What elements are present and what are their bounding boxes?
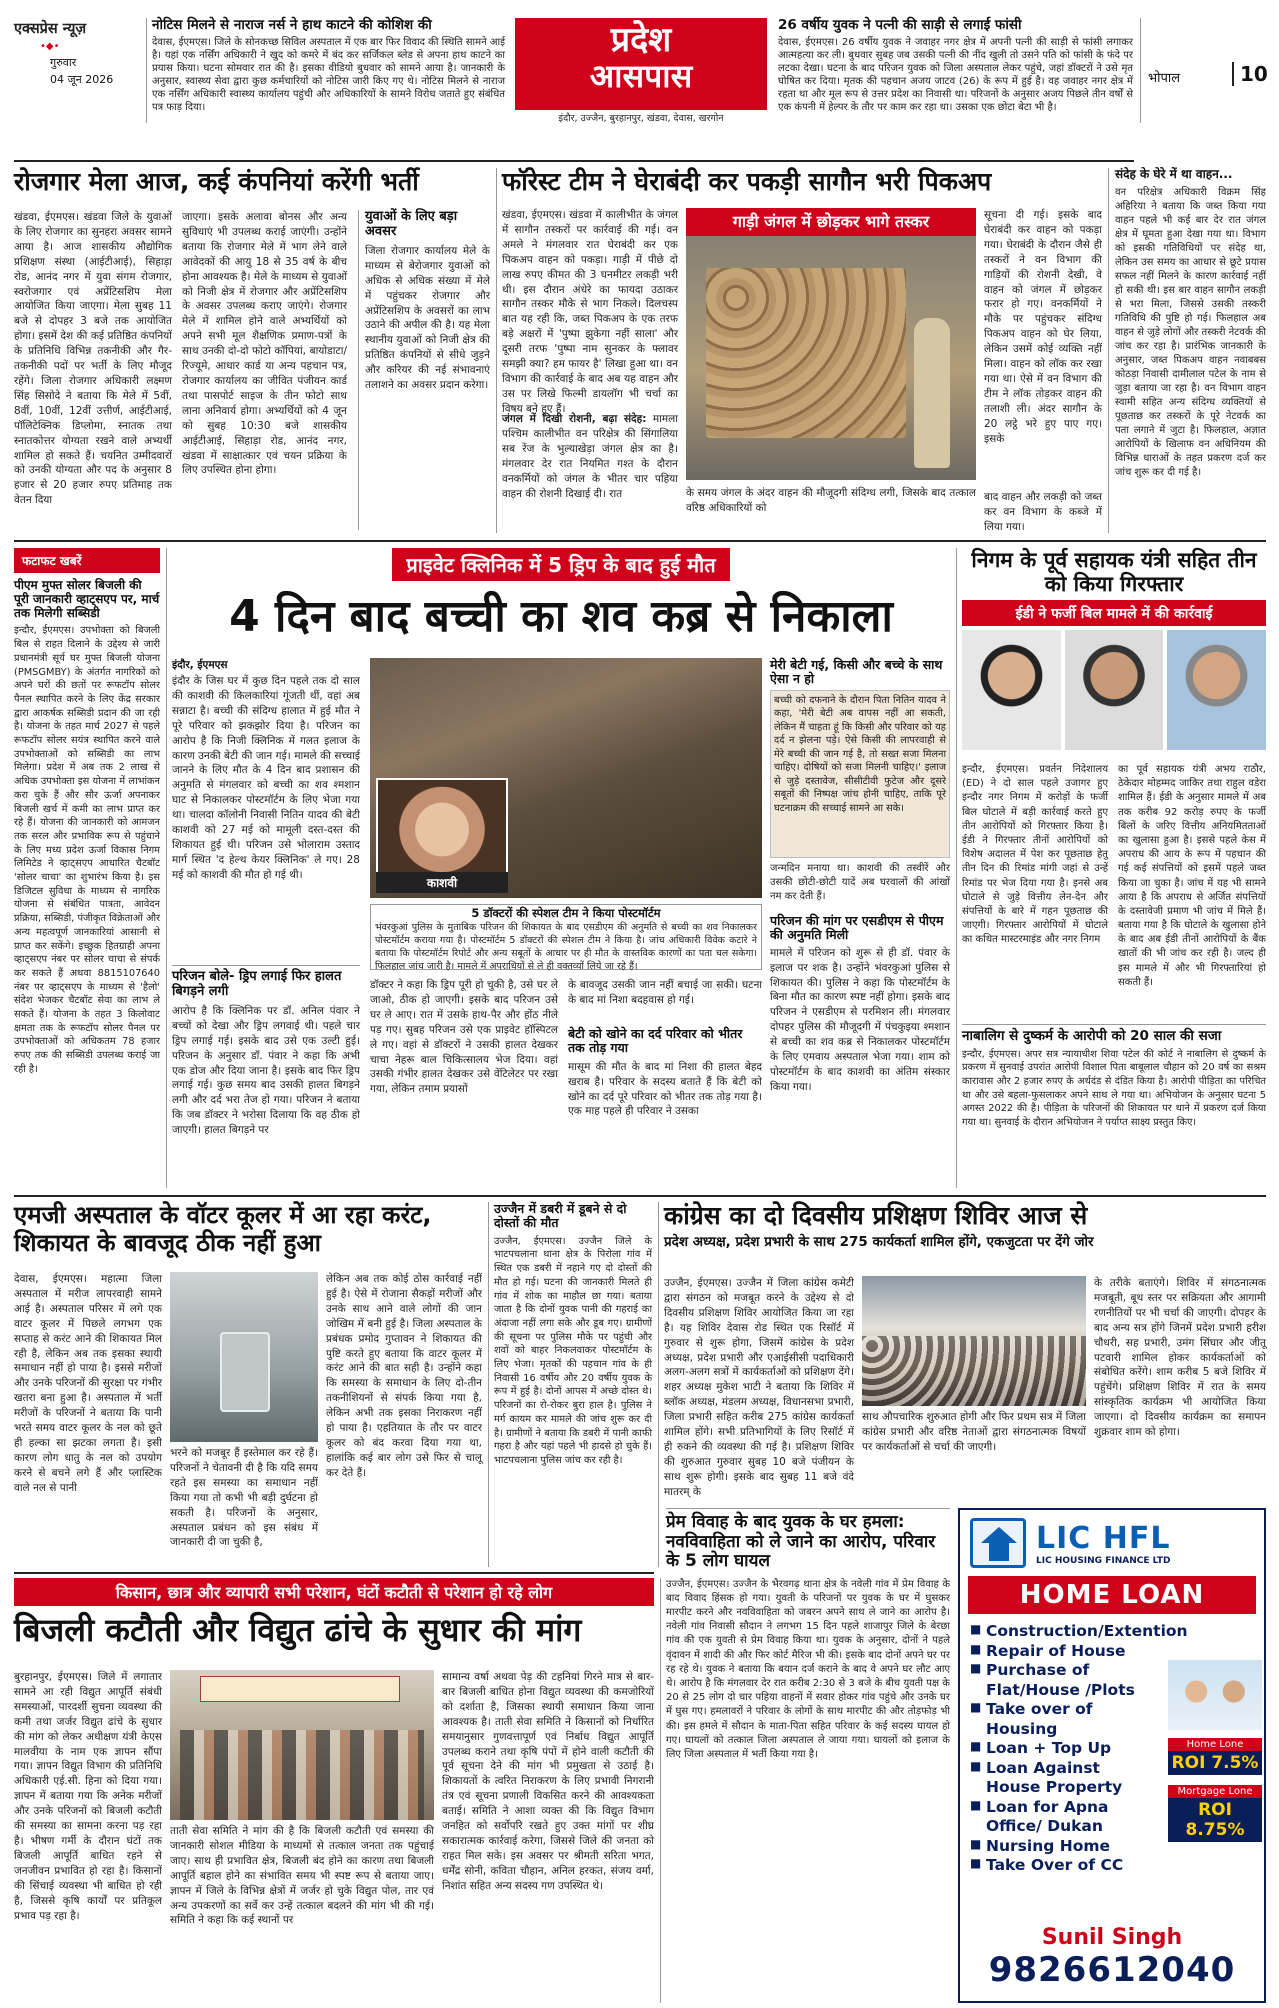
- sandeh-headline: संदेह के घेरे में था वाहन...: [1115, 167, 1233, 181]
- clinic-special-title: 5 डॉक्टरों की स्पेशल टीम ने किया पोस्टमॉर्टम: [471, 906, 661, 920]
- ad-contact: [960, 1925, 1264, 1990]
- forest-body-3: सूचना दी गई। इसके बाद घेराबंदी कर वाहन को पकड़ा गया। घेराबंदी के दौरान जैसे ही तस्करों ने वन विभाग की गाड़ियों की रोशनी देखी, वे वाहन को जंगल में छोड़कर फरार हो गए। वनकर्मियों ने मौके पर पहुंचकर संदिग्ध पिकअप वाहन को घेर लिया, लेकिन उसमें कोई व्यक्ति नहीं मिला। वाहन को लॉक कर रखा गया था। ऐसे में वन विभाग की टीम ने लॉक तोड़कर वाहन की तलाशी ली। अंदर सागौन के 20 लट्ठे भरे हुए पाए गए। इसके: [984, 209, 1102, 445]
- cooler-headline: एमजी अस्पताल के वॉटर कूलर में आ रहा करंट, शिकायत के बावजूद ठीक नहीं हुआ: [14, 1201, 432, 1257]
- bijli-body-1: बुरहानपुर, ईएमएस। जिले में लगातार सामने आ रही विद्युत आपूर्ति संबंधी समस्याओं, पारदर्शी सुचना व्यवस्था की कमी तथा जर्जर विद्युत ढांचे के सुधार की मांग को लेकर अधीक्षण यंत्री केएस मालवीया के नाम एक ज्ञापन सौंपा गया। ज्ञापन विद्युत विभाग की प्रतिनिधि अधिकारी एई.सी. हिना को दिया गया। ज्ञापन में बताया गया कि अनेक मरीजों और उनके परिजनों को बिजली कटौती की समस्या का सामना करना पड़ रहा है। भीषण गर्मी के दौरान घंटों तक बिजली आपूर्ति बाधित रहने से जनजीवन प्रभावित हो रहा है। किसानों की सिंचाई व्यवस्था भी बाधित हो रही है, जिससे कृषि कार्यों पर प्रतिकूल प्रभाव पड़ रहा है।: [14, 1671, 162, 1922]
- prem-headline: प्रेम विवाह के बाद युवक के घर हमला: नवविवाहिता को ले जाने का आरोप, परिवार के 5 लोग घायल: [666, 1512, 936, 1572]
- log-pile-illustration: [706, 268, 906, 438]
- clinic-side-2-title: परिजन की मांग पर एसडीएम से पीएम की अनुमति मिली: [770, 913, 944, 943]
- prem-story: [666, 1508, 950, 2003]
- nigam-story: [962, 548, 1266, 1018]
- ad-item: ■ Loan Against House Property: [968, 1759, 1152, 1798]
- top-right-story: [778, 18, 1133, 123]
- forest-body-1: खंडवा, ईएमएस। खंडवा में कालीभीत के जंगल में सागौन तस्करों पर कार्रवाई की गई। वन अमले ने मंगलवार रात घेराबंदी कर एक पिकअप वाहन को पकड़ा। गाड़ी में पीछे दो लाख रुपए कीमत की 3 घनमीटर लकड़ी भरी थी। इस दौरान अंधेरे का फायदा उठाकर सागौन तस्कर मौके से भाग निकले। दिलचस्प बात यह रही कि, जब्त पिकअप के एक तरफ बड़े अक्षरों में 'पुष्पा झुकेगा नहीं साला' और दूसरी तरफ 'पुष्पा नाम सुनकर के फ्लावर समझी क्या? हम फायर है' लिखा हुआ था। वन विभाग की कार्रवाई के बाद अब यह वाहन और उस पर लिखे फिल्मी डायलॉग भी चर्चा का विषय बने हुए हैं।: [502, 209, 678, 415]
- ad-service-list: [960, 1620, 1188, 1878]
- top-right-headline: 26 वर्षीय युवक ने पत्नी की साड़ी से लगाई फांसी: [778, 17, 1022, 33]
- clinic-special-box: [370, 904, 762, 970]
- forest-body-2: मामला पश्चिम कालीभीत वन परिक्षेत्र की सिंगालिया सब रेंज के भुल्याखेड़ा जंगल क्षेत्र का है। मंगलवार देर रात नियमित गश्त के दौरान वनकर्मियों को जंगल के भीतर चार पहिया वाहन की रोशनी दिखाई दी। रात: [502, 413, 678, 500]
- top-right-body: देवास, ईएमएस। 26 वर्षीय युवक ने जवाहर नगर क्षेत्र में अपनी पत्नी की साड़ी से फांसी लगाकर आत्महत्या कर ली। बुधवार सुबह जब उसकी पत्नी की नींद खुली तो उसने पति को फांसी के फंदे पर लटका देखा। घटना के बाद परिजन युवक को जिला अस्पताल लेकर पहुंचे, जहां डॉक्टरों ने उसे मृत घोषित कर दिया। मृतक की पहचान अजय जाटव (26) के रूप में हुई है। वह जवाहर नगर क्षेत्र में रहता था और मूल रूप से उत्तर प्रदेश का निवासी था। परिजनों के अनुसार अजय पिछले तीन वर्षों से एक कंपनी में हेल्पर के तौर पर काम कर रहा था। उसका एक छोटा बेटा भी है।: [778, 36, 1133, 114]
- nigam-subhead: ईडी ने फर्जी बिल मामले में की कार्रवाई: [1015, 606, 1213, 623]
- bijli-kicker: किसान, छात्र और व्यापारी सभी परेशान, घंटों कटौती से परेशान हो रहे लोग: [115, 1583, 553, 1602]
- section-cities: इंदौर, उज्जैन, बुरहानपुर, खंडवा, देवास, खरगोन: [558, 113, 724, 124]
- rozgar-headline: रोजगार मेला आज, कई कंपनियां करेंगी भर्ती: [14, 167, 419, 196]
- office-signboard: [200, 1676, 400, 1702]
- clinic-photo-grave: [370, 658, 762, 898]
- clinic-col-4: [568, 978, 762, 1188]
- congress-photo-caption: साथ औपचारिक शुरुआत होगी और फिर प्रथम सत्र में जिला कांग्रेस प्रभारी और वरिष्ठ नेताओं द्वारा संगठनात्मक विषयों पर कार्यकर्ताओं से चर्चा की जाएगी।: [862, 1411, 1086, 1453]
- congress-body-2: के तरीके बताएंगे। शिविर में संगठनात्मक मजबूती, बूथ स्तर पर सक्रियता और आगामी रणनीतियों पर भी चर्चा की जाएगी। दोपहर के बाद अन्य सत्र होंगे जिनमें प्रदेश प्रभारी हरीश चौधरी, सह प्रभारी, उमंग सिंघार और जीतू पटवारी शामिल होकर कार्यकर्ताओं को संबोधित करेंगे। शाम करीब 5 बजे शिविर में पहुंचेंगे। प्रशिक्षण शिविर में रात के समय सांस्कृतिक कार्यक्रम भी आयोजित किया जाएगा। दो दिवसीय कार्यक्रम का समापन शुक्रवार शाम को होगा।: [1094, 1277, 1266, 1439]
- ad-logo-subtext: LIC HOUSING FINANCE LTD: [1036, 1555, 1171, 1566]
- nigam-headline: निगम के पूर्व सहायक यंत्री सहित तीन को किया गिरफ्तार: [971, 548, 1257, 597]
- accused-photo-3: [1167, 630, 1266, 750]
- ad-agent-name: Sunil Singh: [1041, 1925, 1183, 1950]
- fatafat-body: इन्दौर, ईएमएस। उपभोक्ता को बिजली बिल से राहत दिलाने के उद्देश्य से जारी प्रधानमंत्री सूर्य घर मुफ्त बिजली योजना (PMSGMBY) के अंतर्गत नागरिकों को अपने घरों की छतों पर रूफटॉप सोलर पैनल स्थापित करने के लिए केंद्र सरकार द्वारा आकर्षक सब्सिडी प्रदान की जा रही है। योजना के तहत मार्च 2027 से पहले रूफटॉप सोलर सयंत्र स्थापित करने वाले उपभोक्ताओं को सब्सिडी का लाभ मिलेगा। प्रदेश में अब तक 2 लाख से अधिक उपभोक्ता इस योजना में लाभांकन करा चुके हैं और सौर ऊर्जा अपनाकर बिजली खर्च में कमी का लाभ प्राप्त कर रहे हैं। योजना की जानकारी को आमजन तक सरल और प्रभाविक रूप से पहुंचाने के लिए मध्य प्रदेश ऊर्जा विकास निगम लिमिटेड ने व्हाट्सएप आधारित चैटबॉट 'सोलर चाचा' का शुभारंभ किया है। इस डिजिटल सुविधा के माध्यम से नागरिक योजना से संबंधित पात्रता, आवेदन प्रक्रिया, सब्सिडी, पंजीकृत विक्रेताओं और अन्य महत्वपूर्ण जानकारियां आसानी से प्राप्त कर सकेंगे। इच्छुक हितग्राही अपना व्हाट्सएप नंबर पर सोलर चाचा से संपर्क कर सकते हैं अथवा 8815107640 नंबर पर व्हाट्सएप के माध्यम से 'हैलो' संदेश भेजकर चैटबॉट सेवा का लाभ ले सकते हैं। योजना के तहत 3 किलोवाट क्षमता तक के रूफटॉप सोलर पैनल पर उपभोक्ताओं को अधिकतम 78 हजार रुपए तक की सब्सिडी उपलब्ध कराई जा रही है।: [14, 625, 160, 1075]
- bijli-headline: बिजली कटौती और विद्युत ढांचे के सुधार की मांग: [14, 1611, 582, 1649]
- section-banner: [515, 18, 767, 110]
- drown-story: [494, 1202, 652, 1567]
- rozgar-body-2: जाएगा। इसके अलावा बोनस और अन्य सुविधाएं भी उपलब्ध कराई जाएंगी। उन्होंने बताया कि रोजगार मेले में भाग लेने वाले आवेदकों की आयु 18 से 35 वर्ष के बीच होना आवश्यक है। मेले के माध्यम से युवाओं को निजी क्षेत्र में रोजगार और अप्रेंटिसशिप के अवसर उपलब्ध कराए जाएंगे। रोजगार मेले में शामिल होने वाले अभ्यर्थियों को अपने सभी मूल शैक्षणिक प्रमाण-पत्रों के साथ उनकी दो-दो फोटो कॉपियां, बायोडाटा/रिज्यूमे, आधार कार्ड या अन्य पहचान पत्र, रोजगार कार्यालय का जीवित पंजीयन कार्ड तथा पासपोर्ट साइज के तीन फोटो साथ लाना अनिवार्य होगा। अभ्यर्थियों को 4 जून को सुबह 10:30 बजे शासकीय आईटीआई, सिहाड़ा रोड, आनंद नगर, खंडवा में साक्षात्कार एवं चयन प्रक्रिया के लिए उपस्थित होना होगा।: [182, 211, 347, 477]
- clinic-subhead-2: बेटी को खोने का दर्द परिवार को भीतर तक तोड़ गया: [568, 1026, 743, 1056]
- forest-body-5: बाद वाहन और लकड़ी को जब्त कर वन विभाग के कब्जे में लिया गया।: [984, 491, 1102, 533]
- page-number: 10: [1232, 62, 1268, 86]
- forest-body-sub: [502, 412, 678, 532]
- clinic-side-1: [770, 658, 950, 908]
- fatafat-label-text: फटाफट खबरें: [22, 554, 82, 568]
- congress-story: [664, 1202, 1266, 1502]
- clinic-quote-box: [770, 690, 950, 858]
- ad-phone[interactable]: 9826612040: [988, 1950, 1236, 1990]
- brand-ornament: •◆•: [40, 41, 60, 52]
- cooler-body-2: लेकिन अब तक कोई ठोस कार्रवाई नहीं हुई है। ऐसे में रोजाना सैकड़ों मरीजों और उनके साथ आने वाले लोगों की जान जोखिम में बनी हुई है। जिला अस्पताल के प्रबंधक प्रमोद गुप्तावन ने शिकायत की पुष्टि करते हुए बताया कि वाटर कूलर में करंट आने की बात सही है। उन्होंने कहा कि समस्या के समाधान के लिए दो-तीन तकनीशियनों से संपर्क किया गया है, लेकिन अभी तक इसका निराकरण नहीं हो पाया है। एहतियात के तौर पर वाटर कूलर को बंद करवा दिया गया था, हालांकि कई बार लोग उसे फिर से चालू कर देते हैं।: [326, 1273, 482, 1479]
- ad-badge-home-label: Home Lone: [1168, 1738, 1262, 1751]
- ad-badge-mortgage: [1168, 1785, 1262, 1842]
- rozgar-side-body: जिला रोजगार कार्यालय मेले के माध्यम से बेरोजगार युवाओं को अधिक से अधिक संख्या में मेले में पहुंचकर रोजगार और अप्रेंटिसशिप के अवसरों का लाभ उठाने की अपील की है। यह मेला स्थानीय युवाओं को निजी क्षेत्र की प्रतिष्ठित कंपनियों से सीधे जुड़ने और करियर की नई संभावनाएं तलाशने का अवसर प्रदान करेगा।: [365, 244, 490, 392]
- ad-logo-row: [960, 1510, 1264, 1568]
- ad-item: ■ Take Over of CC: [968, 1856, 1152, 1876]
- bijli-photo-caption: ताती सेवा समिति ने मांग की है कि बिजली कटौती एवं समस्या की जानकारी सोशल मीडिया के माध्यमों से तत्काल जनता तक पहुंचाई जाए। साथ ही प्रभावित क्षेत्र, बिजली बंद होने का कारण तथा बिजली आपूर्ति बहाल होने का संभावित समय भी स्पष्ट रूप से बताया जाए। ज्ञापन में जिले के विभिन्न क्षेत्रों में जर्जर हो चुके विद्युत पोल, तार एवं अन्य उपकरणों का सर्वे कर उन्हें तत्काल बदलने की मांग भी की गई। समिति ने कहा कि कई स्थानों पर: [170, 1825, 434, 1927]
- brand-block: [14, 18, 142, 123]
- ad-badge-mortgage-label: Mortgage Lone: [1168, 1785, 1262, 1798]
- top-left-headline: नोटिस मिलने से नाराज नर्स ने हाथ काटने की कोशिश की: [152, 17, 432, 33]
- ad-item: ■ Construction/Extention: [968, 1622, 1152, 1642]
- forest-story: [502, 168, 1102, 533]
- edition-city: भोपाल: [1148, 71, 1181, 86]
- nabalig-body: इन्दौर, ईएमएस। अपर सत्र न्यायाधीश शिवा पटेल की कोर्ट ने नाबालिग से दुष्कर्म के प्रकरण में सुनवाई उपरांत आरोपी विशाल पिता बाबूलाल चौहान को 20 वर्ष का सश्रम कारावास और 2 हजार रुपए के अर्थदंड से दंडित किया है। आरोपी पीड़िता का परिचित था और उसे बहला-फुसलाकर अपने साथ ले गया था। अभियोजन के अनुसार घटना 5 अगस्त 2022 की है। पीड़िता के परिजनों की शिकायत पर थाने में प्रकरण दर्ज किया गया था। सुनवाई के दौरान अभियोजन ने पर्याप्त साक्ष्य प्रस्तुत किए।: [962, 1048, 1266, 1129]
- issue-date: 04 जून 2026: [50, 73, 114, 86]
- crowd-pattern: [862, 1336, 1086, 1406]
- issue-day: गुरुवार: [50, 56, 77, 69]
- accused-photo-2: [1065, 630, 1164, 750]
- child-name-label: काशवी: [376, 872, 508, 893]
- bijli-story: [14, 1578, 654, 2003]
- fatafat-column: [14, 548, 160, 1188]
- congress-headline: कांग्रेस का दो दिवसीय प्रशिक्षण शिविर आज से: [664, 1201, 1088, 1230]
- clinic-kicker-text: प्राइवेट क्लिनिक में 5 ड्रिप के बाद हुई मौत: [392, 548, 729, 581]
- accused-photo-1: [962, 630, 1061, 750]
- nigam-body-2: का पूर्व सहायक यंत्री अभय राठौर, ठेकेदार मोहम्मद जाकिर तथा राहुल वडेरा शामिल हैं। ईडी के अनुसार मामले में अब तक करीब 92 करोड़ रुपए के फर्जी बिलों के जरिए वित्तीय अनियमितताओं का खुलासा हुआ है। इससे पहले केस में अपराध की आय के रूप में पहचान की गई कई संपत्तियों को इसमें पहले जब्त किया जा चुका है। जांच में यह भी सामने आया है कि अपराध से अर्जित संपत्तियों के दस्तावेजी प्रमाण भी जांच में मिले हैं। बताया गया है कि घोटाले के खुलासा होने के बाद अब ईडी तीनों आरोपियों के बैंक खातों की भी जांच कर रही है। जल्द ही इस मामले में और भी गिरफ्तारियां हो सकती हैं।: [1118, 764, 1266, 988]
- clinic-special-body: भंवरकुआं पुलिस के मुताबिक परिजन की शिकायत के बाद एसडीएम की अनुमति से बच्ची का शव निकालकर पोस्टमॉर्टम कराया गया है। पोस्टमॉर्टम 5 डॉक्टरों की स्पेशल टीम ने किया है। जांच अधिकारी विवेक कटारे ने बताया कि पोस्टमॉर्टम रिपोर्ट और अन्य सबूतों के आधार पर ही मौत के वास्तविक कारणों का पता चल सकेगा। फिलहाल जांच जारी है। मामले में अपराधियों से ले ही वक्तव्यों लिये जा रहे हैं।: [375, 922, 757, 972]
- ad-badge-home-value: ROI 7.5%: [1168, 1751, 1262, 1775]
- prem-body: उज्जैन, ईएमएस। उज्जैन के भैरवगढ़ थाना क्षेत्र के नवेली गांव में प्रेम विवाह के बाद विवाद हिंसक हो गया। युवती के परिजनों पर युवक के घर में घुसकर मारपीट करने और नवविवाहिता को जबरन अपने साथ ले जाने का आरोप है। नवेली गांव निवासी सौदान ने लगभग 15 दिन पहले शाजापुर जिले के बेरछा गांव की एक युवती से प्रेम विवाह किया था। युवक के अनुसार, दोनों ने पहले वृंदावन में शादी की और फिर कोर्ट मैरिज भी की। इसके बाद दोनों अपने घर पर रह रहे थे। युवक ने बताया कि बयान दर्ज कराने के बाद वे अपने घर लौट आए थे। आरोप है कि मंगलवार देर रात करीब 2:30 से 3 बजे के बीच युवती पक्ष के 20 से 25 लोग दो चार पहिया वाहनों में सवार होकर गांव पहुंचे और उनके घर में घुस गए। हमलावरों ने परिवार के लोगों के साथ मारपीट की और तोड़फोड़ भी की। इस हमले में सौदान के माता-पिता सहित परिवार के कई सदस्य घायल हो गए। घायलों को तत्काल जिला अस्पताल ले जाया गया। घायलों को इलाज के लिए जिला अस्पताल में भर्ती किया गया है।: [666, 1578, 950, 1760]
- ad-item: ■ Nursing Home: [968, 1837, 1152, 1857]
- clinic-side-2: [770, 914, 950, 1188]
- ad-title-bar: [968, 1576, 1256, 1614]
- nabalig-story: [962, 1024, 1266, 1188]
- clinic-col-1: [172, 658, 360, 1188]
- lic-hfl-ad[interactable]: [958, 1508, 1266, 2003]
- clinic-dateline: इंदौर, ईएमएस: [172, 659, 228, 671]
- forest-photo: [686, 208, 976, 480]
- rozgar-body-1: खंडवा, ईएमएस। खंडवा जिले के युवाओं के लिए रोजगार का सुनहरा अवसर सामने आया है। आज शासकीय औद्योगिक प्रशिक्षण संस्था (आईटीआई), सिहाड़ा रोड, आनंद नगर में युवा संगम रोजगार, स्वरोजगार एवं अप्रेंटिसशिप मेला आयोजित किया जाएगा। मेला सुबह 11 बजे से दोपहर 3 बजे तक आयोजित होगा। इसमें देश की कई प्रतिष्ठित कंपनियों के प्रतिनिधि विभिन्न तकनीकी और गैर-तकनीकी पदों पर भर्ती के लिए मौजूद रहेंगे। जिला रोजगार अधिकारी लक्ष्मण सिंह सिसोदे ने बताया कि मेले में 5वीं, 8वीं, 10वीं, 12वीं उत्तीर्ण, आईटीआई, पॉलिटेक्निक डिप्लोमा, स्नातक तथा स्नातकोत्तर योग्यता रखने वाले अभ्यर्थी शामिल हो सकते हैं। चयनित उम्मीदवारों को उनकी योग्यता और पद के अनुसार 8 हजार से 20 हजार रुपए प्रतिमाह तक वेतन दिया: [14, 211, 172, 507]
- clinic-side-2-body: मामले में परिजन को शुरू से ही डॉ. पंवार के इलाज पर शक है। उन्होंने भंवरकुआं पुलिस से शिकायत की। पुलिस ने कहा कि पोस्टमॉर्टम के बिना मौत का कारण स्पष्ट नहीं होगा। इसके बाद परिजन ने एसडीएम से परमिशन ली। मंगलवार दोपहर पुलिस की मौजूदगी में पंचकुइया श्मशान से बच्ची का शव कब्र से निकालकर पोस्टमॉर्टम के लिए एमवाय अस्पताल भेजा गया। शाम को पोस्टमॉर्टम के बाद काशवी का अंतिम संस्कार किया गया।: [770, 946, 950, 1093]
- rozgar-story: [14, 168, 490, 533]
- rozgar-sidebar: [358, 210, 490, 530]
- rozgar-side-title: युवाओं के लिए बड़ा अवसर: [365, 209, 458, 239]
- clinic-story: [172, 548, 950, 1188]
- congress-body-1: उज्जैन, ईएमएस। उज्जैन में जिला कांग्रेस कमेटी द्वारा संगठन को मजबूत करने के उद्देश्य से दो दिवसीय प्रशिक्षण शिविर आयोजित किया जा रहा है। यह शिविर देवास रोड स्थित एक रिसॉर्ट में गुरुवार से शुरू होगा, जिसमें कांग्रेस के प्रदेश अध्यक्ष, प्रदेश प्रभारी और एआईसीसी पदाधिकारी अलग-अलग सत्रों में कार्यकर्ताओं को प्रशिक्षण देंगे। शहर अध्यक्ष मुकेश भाटी ने बताया कि शिविर में ब्लॉक अध्यक्ष, मंडलम अध्यक्ष, विधानसभा प्रभारी, जिला प्रभारी सहित करीब 275 कांग्रेस कार्यकर्ता शामिल होंगे। सभी प्रतिभागियों के लिए रिसॉर्ट में ही रुकने की व्यवस्था की गई है। प्रशिक्षण शिविर की शुरुआत गुरुवार सुबह 10 बजे पंजीयन के साथ शुरू होगी। इसके बाद सुबह 11 बजे वंदे मातरम् के: [664, 1277, 854, 1498]
- cooler-photo: [170, 1272, 318, 1442]
- sandeh-body: वन परिक्षेत्र अधिकारी विक्रम सिंह अहिरिया ने बताया कि जब्त किया गया वाहन पहले भी कई बार देर रात जंगल क्षेत्र में घूमता हुआ देखा गया था। विभाग को इसकी गतिविधियों पर संदेह था, लेकिन उस समय का आधार से छूटे प्रयास सफल नहीं मिलने के कारण कार्रवाई नहीं हो सकी थी। इस बार वाहन सागौन लकड़ी से भरा मिला, जिससे उसकी तस्करी गतिविधि की पुष्टि हो गई। फिलहाल अब वाहन से जुड़े लोगों और तस्करी नेटवर्क की जांच कर रहा है। प्रारंभिक जानकारी के अनुसार, जब्त पिकअप वाहन नवाबबस कोठड़ा निवासी दामीलाल पटेल के नाम से जुड़ा बताया जा रहा है। वन विभाग वाहन स्वामी सहित अन्य संदिग्ध व्यक्तियों से पूछताछ कर तस्करों के पूरे नेटवर्क का पता लगाने में जुटा है। फिलहाल, अज्ञात आरोपियों के खिलाफ वन अधिनियम की विभिन्न धाराओं के तहत प्रकरण दर्ज कर जांच शुरू कर दी गई है।: [1115, 186, 1266, 478]
- group-figures: [180, 1730, 424, 1820]
- ad-item: ■ Loan for Apna Office/ Dukan: [968, 1798, 1152, 1837]
- section-title-line1: प्रदेश: [610, 20, 672, 60]
- accused-photos: [962, 630, 1266, 750]
- clinic-body-5: मासूम की मौत के बाद मां निशा की हालत बेहद खराब है। परिवार के सदस्य बताते हैं कि बेटी को खोने का दर्द पूरे परिवार को भीतर तक तोड़ गया है। एक माह पहले ही परिवार ने उसका: [568, 1060, 762, 1118]
- ad-item: ■ Take over of Housing: [968, 1700, 1152, 1739]
- forest-officer-figure: [914, 318, 950, 468]
- clinic-subhead-1: परिजन बोले- ड्रिप लगाई फिर हालत बिगड़ने लगी: [172, 965, 360, 1000]
- ad-title: HOME LOAN: [1019, 1580, 1205, 1610]
- bijli-kicker-bar: [14, 1578, 654, 1606]
- clinic-kicker: [172, 548, 950, 584]
- bijli-photo: [170, 1670, 434, 1820]
- ad-badge-home: [1168, 1738, 1262, 1775]
- clinic-body-4: के बावजूद उसकी जान नहीं बचाई जा सकी। घटना के बाद मां निशा बदहवास हो गई।: [568, 979, 762, 1006]
- cooler-tap-shape: [220, 1332, 270, 1412]
- forest-photo-caption: गाड़ी जंगल में छोड़कर भागे तस्कर: [686, 208, 976, 236]
- clinic-side-1-tail: जन्मदिन मनाया था। काशवी की तस्वीरें और उसकी छोटी-छोटी यादें अब घरवालों की आंखों नम कर देती हैं।: [770, 862, 950, 903]
- top-left-body: देवास, ईएमएस। जिले के सोनकच्छ सिविल अस्पताल में एक बार फिर विवाद की स्थिति सामने आई है। यहां एक नर्सिंग अधिकारी ने खुद को कमरे में बंद कर सर्जिकल ब्लेड से अपना हाथ काटने का प्रयास किया। घटना सोमवार रात की है। इसका वीडियो बुधवार को सामने आया है। जानकारी के अनुसार, स्वास्थ्य सेवा द्वारा कुछ कर्मचारियों को नोटिस जारी किए गए थे। नोटिस मिलने से नाराज एक नर्सिंग अधिकारी स्वास्थ्य कार्यालय पहुंची और अधिकारियों के सामने विरोध जताते हुए संबंधित पत्र फाड़ दिया।: [152, 36, 505, 114]
- top-left-story: [152, 18, 505, 123]
- drown-body: उज्जैन, ईएमएस। उज्जैन जिले के भाटपचलाना थाना क्षेत्र के पिरोला गांव में स्थित एक डबरी में नहाने गए दो दोस्तों की मौत हो गई। घटना की जानकारी मिलते ही गांव में शोक का माहौल छा गया। बताया जाता है कि दोनों युवक पानी की गहराई का अंदाजा नहीं लगा सके और डूब गए। ग्रामीणों की सूचना पर पुलिस मौके पर पहुंची और शवों को बाहर निकलवाकर पोस्टमॉर्टम के लिए भेजा। मृतकों की पहचान गांव के ही निवासी 16 वर्षीय और 20 वर्षीय युवक के रूप में हुई है। दोनों आपस में अच्छे दोस्त थे। परिजनों का रो-रोकर बुरा हाल है। पुलिस ने मर्ग कायम कर मामले की जांच शुरू कर दी है। ग्रामीणों ने बताया कि डबरी में पानी काफी गहरा है और यहां पहले भी हादसे हो चुके हैं। भाटपचलाना पुलिस जांच कर रही है।: [494, 1235, 652, 1466]
- fatafat-label: [14, 548, 160, 573]
- clinic-body-3: डॉक्टर ने कहा कि ड्रिप पूरी हो चुकी है, उसे घर ले जाओ, ठीक हो जाएगी। इसके बाद परिजन उसे घर ले आए। रात में उसके हाथ-पैर और होंठ नीले पड़ गए। सुबह परिजन उसे एक प्राइवेट हॉस्पिटल ले गए। वहां से डॉक्टरों ने उसकी हालत देखकर चाचा नेहरू बाल चिकित्सालय भेज दिया। वहां उसकी गंभीर हालत देखकर उसे वेंटिलेटर पर रखा गया, लेकिन तमाम प्रयासों: [370, 979, 558, 1096]
- clinic-side-1-title: मेरी बेटी गई, किसी और बच्चे के साथ ऐसा न हो: [770, 657, 943, 687]
- bijli-body-2: सामान्य वर्षा अथवा पेड़ की टहनियां गिरने मात्र से बार-बार बिजली बाधित होना विद्युत व्यवस्था की कमजोरियों को दर्शाता है, जिसका स्थायी समाधान किया जाना आवश्यक है। ताती सेवा समिति ने किसानों को निर्धारित समयानुसार गुणवत्तापूर्ण एवं निर्बाध विद्युत आपूर्ति उपलब्ध कराने तथा कृषि पंपों में होने वाली कटौती की पूर्व सूचना देने की मांग भी प्रमुखता से उठाई है। शिकायतों के त्वरित निराकरण के लिए प्रभावी निगरानी तंत्र एवं सूचना प्रणाली विकसित करने की आवश्यकता बताई। समिति ने आशा व्यक्त की कि विद्युत विभाग जनहित को सर्वोपरि रखते हुए उक्त मांगों पर शीघ्र सकारात्मक कार्रवाई करेगा, जिससे जिले की जनता को राहत मिल सके। इस अवसर पर श्रीमती सरिता भगत, धर्मेंद्र सोनी, कविता चौहान, अनिल हरकत, संजय वर्मा, निशांत सहित अन्य सदस्य गण उपस्थित थे।: [442, 1671, 654, 1892]
- congress-subhead: प्रदेश अध्यक्ष, प्रदेश प्रभारी के साथ 275 कार्यकर्ता शामिल होंगे, एकजुटता पर देंगे जोर: [664, 1233, 1094, 1250]
- ad-logo-text: LIC HFL: [1036, 1520, 1171, 1556]
- ad-badge-mortgage-value: ROI 8.75%: [1168, 1798, 1262, 1842]
- nigam-body-1: इन्दौर, ईएमएस। प्रवर्तन निदेशालय (ED) ने दो साल पहले उजागर हुए इन्दौर नगर निगम में करोड़ों के फर्जी बिल घोटाले में बड़ी कार्रवाई करते हुए तीन आरोपियों को गिरफ्तार किया है। ईडी ने गिरफ्तार तीनों आरोपियों को विशेष अदालत में पेश कर पूछताछ हेतु तीन दिन की रिमांड मांगी जहां से उन्हें रिमांड पर भेज दिया गया है। इनसे अब घोटाले से जुड़े वित्तीय लेन-देन और संपत्तियों के बारे में गहन पूछताछ की जाएगी। गिरफ्तार आरोपियों में घोटाले का कथित मास्टरमाइंड और नगर निगम: [962, 764, 1108, 946]
- cooler-body-1: देवास, ईएमएस। महात्मा जिला अस्पताल में मरीज लापरवाही सामने आई है। अस्पताल परिसर में लगे एक वाटर कूलर में पिछले लगभग एक सप्ताह से करंट आने की शिकायत मिल रही है, लेकिन अब तक इसका स्थायी समाधान नहीं हो पाया है। इससे मरीजों और उनके परिजनों की सुरक्षा पर गंभीर खतरा बना हुआ है। अस्पताल में भर्ती मरीजों के परिजनों ने बताया कि पानी भरते समय वाटर कूलर के नल को छूते ही हल्का सा झटका लगता है। इसी कारण लोग धातु के नल को उपयोग करने से बचने लगे हैं और प्लास्टिक वाले नल से पानी: [14, 1273, 162, 1494]
- fatafat-headline: पीएम मुफ्त सोलर बिजली की पूरी जानकारी व्हाट्सएप पर, मार्च तक मिलेगी सब्सिडी: [14, 578, 160, 620]
- clinic-body-1: इंदौर के जिस घर में कुछ दिन पहले तक दो साल की काशवी की किलकारियां गूंजती थीं, वहां अब सन्नाटा है। बच्ची की संदिग्ध हालात में हुई मौत ने पूरे परिवार को झकझोर दिया है। परिजन का आरोप है कि निजी क्लिनिक में गलत इलाज के कारण उनकी बेटी की जान गई। मामले की सच्चाई जानने के लिए मौत के 4 दिन बाद प्रशासन की अनुमति से मंगलवार को बच्ची का शव श्मशान घाट से निकालकर पोस्टमॉर्टम के लिए भेजा गया था। चालदा कॉलोनी निवासी नितिन यादव की बेटी काशवी को 27 मई को मामूली दस्त-दस्त की शिकायत हुई थी। परिजन उसे भोलाराम उस्ताद मार्ग स्थित 'द हेल्थ केयर क्लिनिक' ले गए। 28 मई को काशवी की मौत हो गई थी।: [172, 675, 360, 881]
- sandeh-box: [1108, 168, 1266, 533]
- ad-item: ■ Loan + Top Up: [968, 1739, 1152, 1759]
- ad-family-photo: [1168, 1660, 1262, 1730]
- forest-headline: फॉरेस्ट टीम ने घेराबंदी कर पकड़ी सागौन भरी पिकअप: [502, 167, 992, 196]
- ad-item: ■ Purchase of Flat/House /Plots: [968, 1661, 1152, 1700]
- clinic-body-2: आरोप है कि क्लिनिक पर डॉ. अनिल पंवार ने बच्चों को देखा और ड्रिप लगवाई थी। पहले चार ड्रिप लगाई गई। इसके बाद उसे एक उल्टी हुई। परिजन के अनुसार डॉ. पंवार ने कहा कि अभी एक डोज और दिया जाना है। इसके बाद फिर ड्रिप लगाई गई। कुछ समय बाद उसकी हालत बिगड़ने लगी और दर्द भरा तेज हो गया। परिजन ने बताया कि जब डॉक्टर ने भरोसा दिलाया कि वह ठीक हो जाएगी। हालत बिगड़ने पर: [172, 1004, 360, 1137]
- cooler-photo-caption: भरने को मजबूर हैं इस्तेमाल कर रहे हैं। परिजनों ने चेतावनी दी है कि यदि समय रहते इस समस्या का समाधान नहीं किया गया तो कभी भी बड़ी दुर्घटना हो सकती है। परिजनों के अनुसार, अस्पताल प्रबंधन को इस संबंध में जानकारी दी जा चुकी है,: [170, 1447, 318, 1549]
- house-logo-icon: [970, 1518, 1026, 1568]
- clinic-side-1-body: बच्ची को दफनाने के दौरान पिता नितिन यादव ने कहा, 'मेरी बेटी अब वापस नहीं आ सकती, लेकिन मैं चाहता हूं कि किसी और परिवार को यह दर्द न झेलना पड़े। ऐसे किसी की लापरवाही से मेरे बच्ची की जान गई है, तो सख्त सजा मिलना चाहिए। दोषियों को सजा मिलनी चाहिए।' इलाज से जुड़े दस्तावेज, सीसीटीवी फुटेज और दूसरे सबूतों की निष्पक्ष जांच होनी चाहिए, ताकि पूरे घटनाक्रम की सच्चाई सामने आ सके।: [774, 694, 946, 814]
- ad-item: ■ Repair of House: [968, 1642, 1152, 1662]
- cooler-story: [14, 1202, 482, 1567]
- nabalig-headline: नाबालिग से दुष्कर्म के आरोपी को 20 साल की सजा: [962, 1028, 1222, 1044]
- nigam-subhead-bar: [962, 600, 1266, 626]
- section-title-line2: आसपास: [589, 57, 693, 96]
- clinic-headline: 4 दिन बाद बच्ची का शव कब्र से निकाला: [229, 591, 893, 642]
- forest-subhead: जंगल में दिखी रोशनी, बढ़ा संदेह:: [502, 413, 647, 425]
- congress-photo: [862, 1276, 1086, 1406]
- masthead: [0, 0, 1279, 125]
- forest-body-4: के समय जंगल के अंदर वाहन की मौजूदगी संदिग्ध लगी, जिसके बाद तत्काल वरिष्ठ अधिकारियों को: [686, 487, 976, 514]
- drown-headline: उज्जैन में डबरी में डूबने से दो दोस्तों की मौत: [494, 1201, 627, 1231]
- brand-name: एक्सप्रेस न्यूज़: [14, 21, 87, 37]
